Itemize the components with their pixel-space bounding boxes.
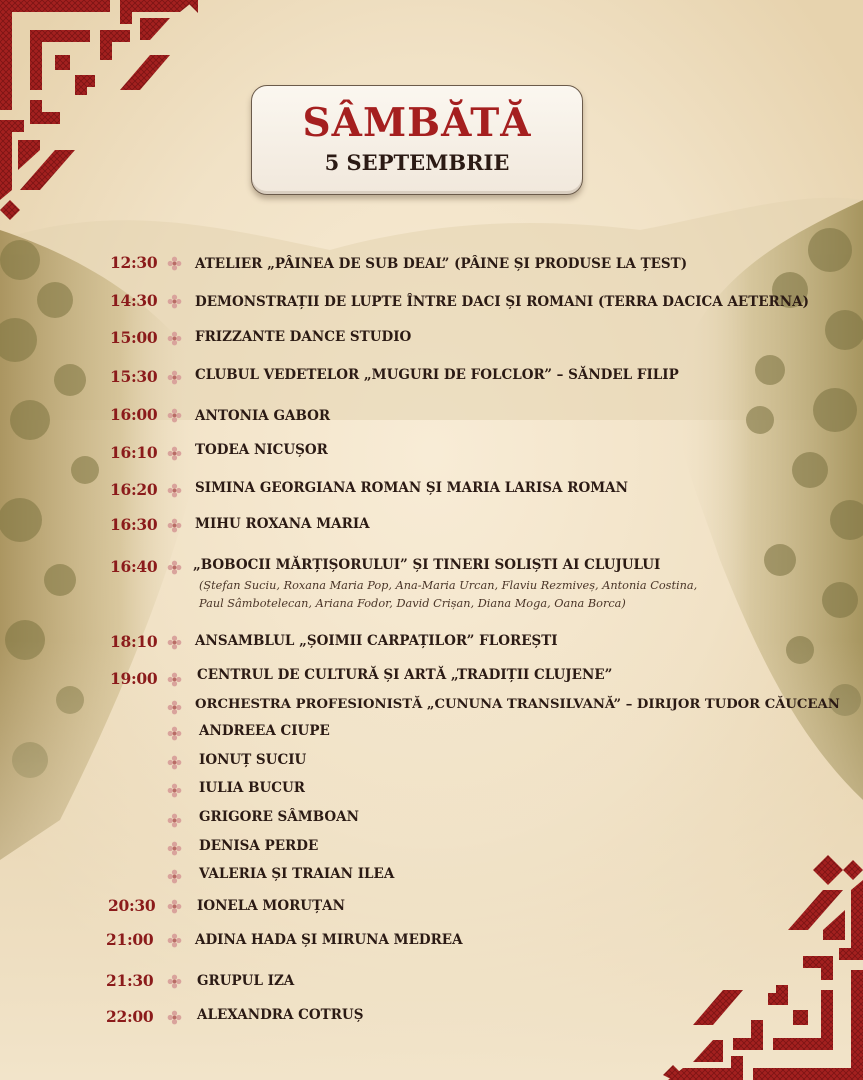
schedule-row xyxy=(0,1007,863,1031)
flower-bullet-icon xyxy=(167,700,182,715)
flower-bullet-icon xyxy=(167,560,182,575)
flower-bullet-icon xyxy=(167,933,182,948)
flower-bullet-icon xyxy=(167,1010,182,1025)
time-label: 12:30 xyxy=(110,253,158,272)
act-name: MIHU ROXANA MARIA xyxy=(195,516,370,532)
schedule-row xyxy=(0,405,863,429)
time-label: 16:30 xyxy=(110,515,158,534)
flower-bullet-icon xyxy=(167,672,182,687)
act-name: ORCHESTRA PROFESIONISTĂ „CUNUNA TRANSILVANĂ” – DIRIJOR TUDOR CĂUCEAN xyxy=(195,697,840,712)
act-name: DENISA PERDE xyxy=(199,838,319,854)
time-label: 18:10 xyxy=(110,632,158,651)
act-name: IONUȚ SUCIU xyxy=(199,752,307,768)
schedule-row xyxy=(0,930,863,954)
schedule-row xyxy=(0,866,863,890)
act-name: ADINA HADA ȘI MIRUNA MEDREA xyxy=(195,932,463,948)
schedule-row xyxy=(0,810,863,834)
act-name: VALERIA ȘI TRAIAN ILEA xyxy=(199,866,395,882)
act-name: SIMINA GEORGIANA ROMAN ȘI MARIA LARISA ROMAN xyxy=(195,480,628,496)
schedule-row xyxy=(0,443,863,467)
title-card xyxy=(251,85,583,195)
flower-bullet-icon xyxy=(167,331,182,346)
schedule-row xyxy=(0,632,863,656)
act-name: GRIGORE SÂMBOAN xyxy=(199,809,359,825)
flower-bullet-icon xyxy=(167,256,182,271)
embroidery-corner-top-left xyxy=(0,0,200,235)
act-name: TODEA NICUȘOR xyxy=(195,442,328,458)
time-label: 16:00 xyxy=(110,405,158,424)
schedule-row xyxy=(0,896,863,920)
time-label: 21:30 xyxy=(106,971,154,990)
time-label: 16:40 xyxy=(110,557,158,576)
act-name: IULIA BUCUR xyxy=(199,780,305,796)
time-label: 22:00 xyxy=(106,1007,154,1026)
act-name: ANDREEA CIUPE xyxy=(199,723,330,739)
act-name: ATELIER „PÂINEA DE SUB DEAL” (PÂINE ȘI PRODUSE LA ȚEST) xyxy=(195,256,688,272)
schedule-row xyxy=(0,780,863,804)
flower-bullet-icon xyxy=(167,294,182,309)
schedule-row xyxy=(0,697,863,721)
flower-bullet-icon xyxy=(167,483,182,498)
schedule-row xyxy=(0,669,863,693)
flower-bullet-icon xyxy=(167,408,182,423)
flower-bullet-icon xyxy=(167,813,182,828)
schedule-row xyxy=(0,515,863,539)
act-name: „BOBOCII MĂRȚIȘORULUI” ȘI TINERI SOLIȘTI AI CLUJULUI xyxy=(193,557,661,573)
schedule-row xyxy=(0,291,863,315)
time-label: 14:30 xyxy=(110,291,158,310)
flower-bullet-icon xyxy=(167,841,182,856)
flower-bullet-icon xyxy=(167,370,182,385)
day-title: SÂMBĂTĂ xyxy=(302,100,532,146)
act-members-line-1: (Ștefan Suciu, Roxana Maria Pop, Ana-Maria Urcan, Flaviu Rezmiveș, Antonia Costina, xyxy=(199,579,698,592)
flower-bullet-icon xyxy=(167,726,182,741)
time-label: 16:10 xyxy=(110,443,158,462)
flower-bullet-icon xyxy=(167,446,182,461)
time-label: 19:00 xyxy=(110,669,158,688)
time-label: 21:00 xyxy=(106,930,154,949)
act-name: IONELA MORUȚAN xyxy=(197,898,345,914)
schedule-row xyxy=(0,480,863,504)
flower-bullet-icon xyxy=(167,974,182,989)
schedule-row xyxy=(0,838,863,862)
time-label: 15:00 xyxy=(110,328,158,347)
act-name: ANSAMBLUL „ȘOIMII CARPAȚILOR” FLOREȘTI xyxy=(195,633,558,649)
schedule-row xyxy=(0,752,863,776)
act-name: CLUBUL VEDETELOR „MUGURI DE FOLCLOR” – SĂNDEL FILIP xyxy=(195,367,679,383)
schedule-row xyxy=(0,328,863,352)
act-name: ANTONIA GABOR xyxy=(195,408,331,424)
act-name: GRUPUL IZA xyxy=(197,973,295,989)
flower-bullet-icon xyxy=(167,899,182,914)
act-name: CENTRUL DE CULTURĂ ȘI ARTĂ „TRADIȚII CLUJENE” xyxy=(197,667,613,683)
date-subtitle: 5 SEPTEMBRIE xyxy=(324,150,510,175)
schedule-row xyxy=(0,367,863,391)
flower-bullet-icon xyxy=(167,783,182,798)
time-label: 20:30 xyxy=(108,896,156,915)
act-name: ALEXANDRA COTRUȘ xyxy=(197,1007,364,1023)
flower-bullet-icon xyxy=(167,869,182,884)
schedule-row xyxy=(0,253,863,277)
act-name: DEMONSTRAȚII DE LUPTE ÎNTRE DACI ȘI ROMANI (TERRA DACICA AETERNA) xyxy=(195,294,809,310)
schedule-row xyxy=(0,971,863,995)
time-label: 15:30 xyxy=(110,367,158,386)
flower-bullet-icon xyxy=(167,635,182,650)
act-members-line-2: Paul Sâmbotelecan, Ariana Fodor, David Crișan, Diana Moga, Oana Borca) xyxy=(199,597,626,610)
schedule-row xyxy=(0,557,863,610)
time-label: 16:20 xyxy=(110,480,158,499)
flower-bullet-icon xyxy=(167,518,182,533)
flower-bullet-icon xyxy=(167,755,182,770)
schedule-row xyxy=(0,723,863,747)
act-name: FRIZZANTE DANCE STUDIO xyxy=(195,329,412,345)
